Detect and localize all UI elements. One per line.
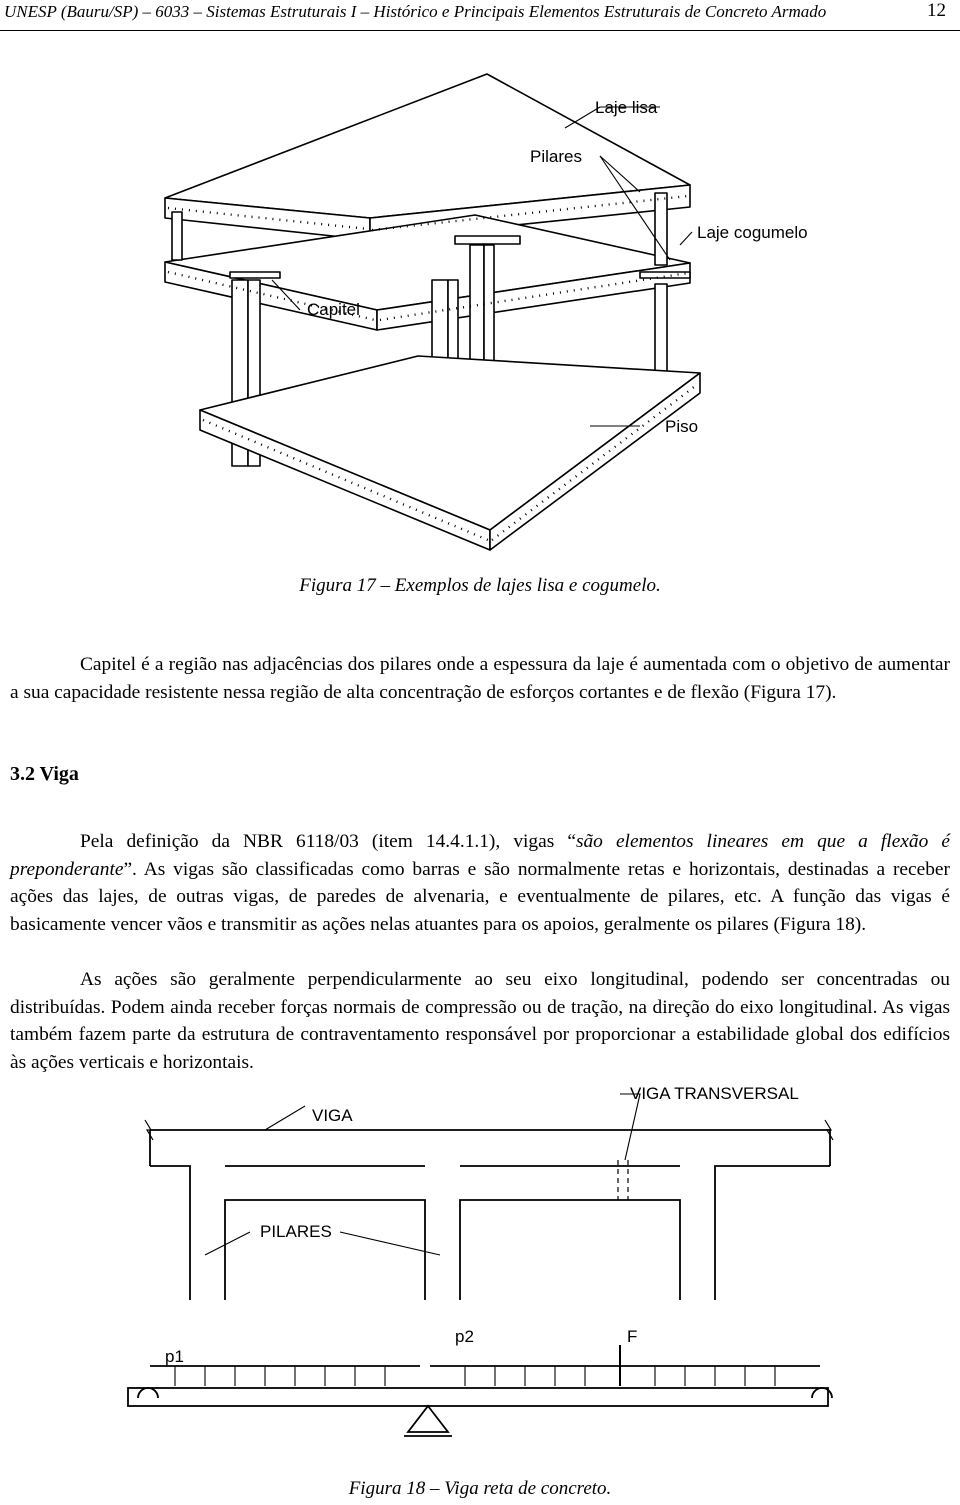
label-p1: p1 <box>165 1347 184 1366</box>
label-laje-lisa: Laje lisa <box>595 98 658 117</box>
paragraph-acoes: As ações são geralmente perpendicularmente ao seu eixo longitudinal, podendo ser concentradas ou distribuídas. Podem ainda receber forças normais de compressão ou de tração, na direção do eixo longitudinal. As vigas também fazem parte da estrutura de contraventamento responsável por proporcionar a estabilidade global dos edifícios às ações verticais e horizontais. <box>10 969 950 1073</box>
label-f: F <box>627 1327 638 1346</box>
label-viga-transversal: VIGA TRANSVERSAL <box>630 1084 799 1103</box>
paragraph-viga-definicao <box>10 828 950 938</box>
label-pilares: Pilares <box>530 147 582 166</box>
label-viga: VIGA <box>312 1106 353 1125</box>
section-title: 3.2 Viga <box>10 763 79 785</box>
loaded-beam <box>128 1366 828 1406</box>
header-title: UNESP (Bauru/SP) – 6033 – Sistemas Estruturais I – Histórico e Principais Elementos Estruturais de Concreto Armado <box>4 2 827 21</box>
figure-18-caption: Figura 18 – Viga reta de concreto. <box>348 1478 612 1499</box>
label-pilares-fig18: PILARES <box>260 1222 332 1241</box>
label-capitel: Capitel <box>307 300 360 319</box>
p2-text-b: ”. As vigas são classificadas como barras e são normalmente retas e horizontais, destinadas a receber ações das lajes, de outras vigas, de paredes de alvenaria, e eventualmente de pilares, etc. A função das vigas é basicamente vencer vãos e transmitir as ações nelas atuantes para os apoios, geralmente os pilares (Figura 18). <box>10 858 950 935</box>
figure-17-caption: Figura 17 – Exemplos de lajes lisa e cogumelo. <box>299 575 661 596</box>
frame-beam <box>145 1120 833 1300</box>
p2-quote: são elementos lineares em que a flexão é preponderante <box>10 831 950 880</box>
label-laje-cogumelo: Laje cogumelo <box>697 223 808 242</box>
page-header <box>0 0 960 30</box>
page-number: 12 <box>927 0 946 21</box>
p2-text-a: Pela definição da NBR 6118/03 (item 14.4.1.1), vigas “ <box>80 831 576 852</box>
label-piso: Piso <box>665 417 699 436</box>
figure-18-drawing <box>0 1075 960 1485</box>
figure-17-drawing <box>0 30 960 590</box>
piso-slab <box>200 356 700 550</box>
label-p2: p2 <box>455 1327 474 1346</box>
paragraph-capitel: Capitel é a região nas adjacências dos pilares onde a espessura da laje é aumentada com o objetivo de aumentar a sua capacidade resistente nessa região de alta concentração de esforços cortantes e de flexão (Figura 17). <box>10 654 950 703</box>
